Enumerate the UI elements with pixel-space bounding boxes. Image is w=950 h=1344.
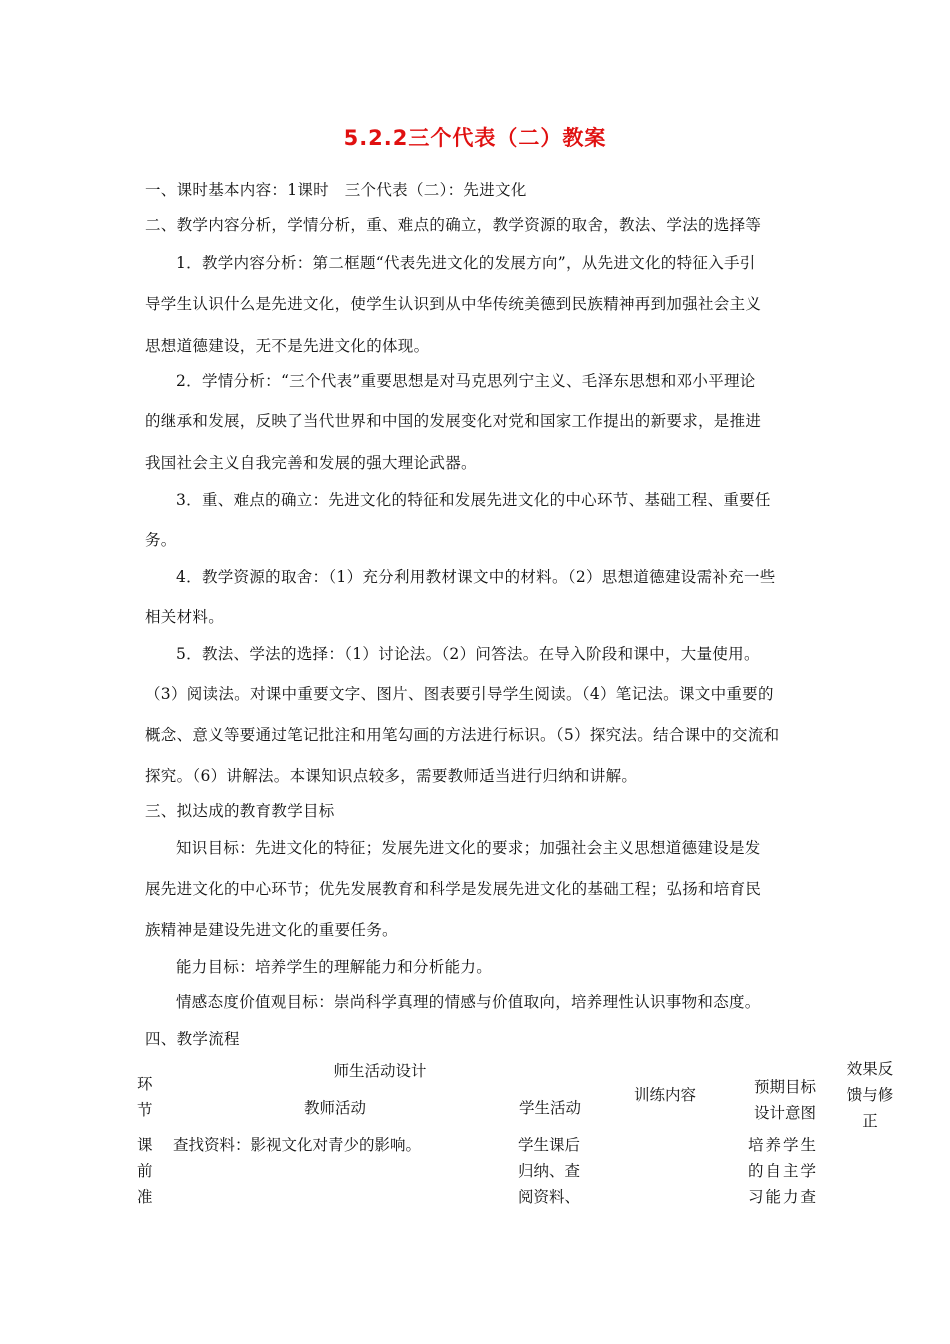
table-header-group: 师生活动设计 (333, 1062, 427, 1080)
section-heading-4: 四、教学流程 (145, 1030, 240, 1048)
paragraph-line: 知识目标：先进文化的特征；发展先进文化的要求；加强社会主义思想道德建设是发 (176, 839, 761, 857)
paragraph-line: 的继承和发展，反映了当代世界和中国的发展变化对党和国家工作提出的新要求，是推进 (145, 412, 762, 430)
paragraph-line: 4．教学资源的取舍：（1）充分利用教材课文中的材料。（2）思想道德建设需补充一些 (176, 568, 776, 586)
paragraph-line: 概念、意义等要通过笔记批注和用笔勾画的方法进行标识。（5）探究法。结合课中的交流和 (145, 726, 780, 744)
section-heading-1: 一、课时基本内容：1课时 三个代表（二）：先进文化 (145, 181, 527, 199)
paragraph-line: 导学生认识什么是先进文化，使学生认识到从中华传统美德到民族精神再到加强社会主义 (145, 295, 762, 313)
table-header-goal: 预期目标 设计意图 (753, 1078, 816, 1122)
paragraph-line: 2．学情分析：“三个代表”重要思想是对马克思列宁主义、毛泽东思想和邓小平理论 (176, 372, 756, 390)
paragraph-line: 我国社会主义自我完善和发展的强大理论武器。 (145, 454, 477, 472)
paragraph-line: 族精神是建设先进文化的重要任务。 (145, 921, 398, 939)
table-header-teacher: 教师活动 (303, 1099, 366, 1117)
document-title: 5.2.2三个代表（二）教案 (343, 126, 607, 150)
paragraph-line: 相关材料。 (145, 608, 225, 626)
paragraph-line: 5．教法、学法的选择：（1）讨论法。（2）问答法。在导入阶段和课中，大量使用。 (176, 645, 760, 663)
table-cell-goal: 培养学生 的自主学 习能力查 (748, 1136, 819, 1206)
paragraph-line: 3．重、难点的确立：先进文化的特征和发展先进文化的中心环节、基础工程、重要任 (176, 491, 771, 509)
table-header-training: 训练内容 (633, 1086, 696, 1104)
table-header-feedback: 效果反 馈与修 正 (846, 1060, 894, 1130)
table-cell-link: 课 前 准 (137, 1136, 153, 1206)
section-heading-3: 三、拟达成的教育教学目标 (145, 802, 335, 820)
paragraph-line: 探究。（6）讲解法。本课知识点较多，需要教师适当进行归纳和讲解。 (145, 767, 638, 785)
section-heading-2: 二、教学内容分析，学情分析，重、难点的确立，教学资源的取舍，教法、学法的选择等 (145, 216, 762, 234)
paragraph-line: 情感态度价值观目标：崇尚科学真理的情感与价值取向，培养理性认识事物和态度。 (176, 993, 761, 1011)
table-cell-student: 学生课后 归纳、查 阅资料、 (518, 1136, 581, 1206)
paragraph-line: 展先进文化的中心环节；优先发展教育和科学是发展先进文化的基础工程；弘扬和培育民 (145, 880, 762, 898)
paragraph-line: 思想道德建设，无不是先进文化的体现。 (145, 337, 430, 355)
paragraph-line: 务。 (145, 531, 177, 549)
paragraph-line: （3）阅读法。对课中重要文字、图片、图表要引导学生阅读。（4）笔记法。课文中重要的 (145, 685, 774, 703)
table-header-link: 环 节 (137, 1075, 153, 1119)
paragraph-line: 能力目标：培养学生的理解能力和分析能力。 (176, 958, 493, 976)
table-cell-teacher: 查找资料：影视文化对青少的影响。 (173, 1136, 422, 1154)
paragraph-line: 1．教学内容分析：第二框题“代表先进文化的发展方向”，从先进文化的特征入手引 (176, 254, 756, 272)
table-header-student: 学生活动 (518, 1099, 581, 1117)
